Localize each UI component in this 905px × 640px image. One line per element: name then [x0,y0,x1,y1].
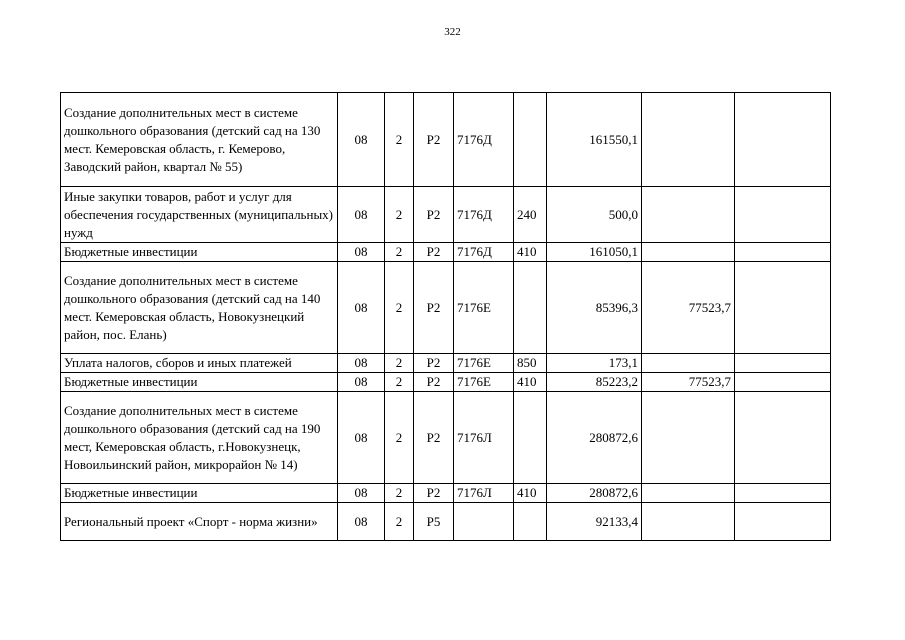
row-code: 7176Л [454,392,514,484]
row-subsection: 2 [385,93,414,187]
row-name: Иные закупки товаров, работ и услуг для обеспечения государственных (муниципальных) нужд [61,187,338,243]
budget-table [60,92,831,541]
row-expense-type [514,392,547,484]
row-subsection: 2 [385,392,414,484]
row-subsection: 2 [385,262,414,354]
row-sum-2 [642,243,735,262]
row-sum-1: 85223,2 [547,373,642,392]
row-section: 08 [338,373,385,392]
row-name: Создание дополнительных мест в системе дошкольного образования (детский сад на 140 мест. Кемеровская область, Новокузнецкий район, пос. Елань) [61,262,338,354]
row-project: Р2 [414,93,454,187]
row-sum-1: 92133,4 [547,503,642,541]
row-code: 7176Е [454,262,514,354]
row-sum-2 [642,354,735,373]
row-name: Уплата налогов, сборов и иных платежей [61,354,338,373]
row-project: Р5 [414,503,454,541]
row-code [454,503,514,541]
row-code: 7176Д [454,187,514,243]
row-expense-type: 410 [514,243,547,262]
row-subsection: 2 [385,503,414,541]
table-row [61,93,831,187]
row-sum-3 [735,392,831,484]
row-sum-1: 500,0 [547,187,642,243]
row-expense-type [514,262,547,354]
row-subsection: 2 [385,354,414,373]
row-sum-3 [735,503,831,541]
table-row [61,503,831,541]
table-row [61,262,831,354]
row-sum-1: 280872,6 [547,392,642,484]
row-sum-2 [642,187,735,243]
row-sum-1: 280872,6 [547,484,642,503]
page-number: 322 [444,26,461,38]
table-row [61,484,831,503]
table-row [61,187,831,243]
row-section: 08 [338,262,385,354]
row-sum-1: 173,1 [547,354,642,373]
row-sum-2 [642,484,735,503]
row-expense-type: 410 [514,484,547,503]
row-project: Р2 [414,392,454,484]
row-sum-3 [735,93,831,187]
row-project: Р2 [414,484,454,503]
row-sum-2: 77523,7 [642,373,735,392]
row-sum-2: 77523,7 [642,262,735,354]
row-name: Бюджетные инвестиции [61,484,338,503]
row-name: Бюджетные инвестиции [61,373,338,392]
row-code: 7176Е [454,373,514,392]
row-code: 7176Л [454,484,514,503]
row-expense-type: 240 [514,187,547,243]
row-section: 08 [338,503,385,541]
row-sum-1: 85396,3 [547,262,642,354]
row-name: Региональный проект «Спорт - норма жизни» [61,503,338,541]
row-section: 08 [338,354,385,373]
row-code: 7176Д [454,243,514,262]
row-expense-type: 850 [514,354,547,373]
table-row [61,392,831,484]
row-expense-type [514,503,547,541]
row-subsection: 2 [385,243,414,262]
row-sum-3 [735,373,831,392]
table-row [61,373,831,392]
row-sum-1: 161550,1 [547,93,642,187]
row-sum-3 [735,484,831,503]
row-section: 08 [338,484,385,503]
row-project: Р2 [414,187,454,243]
row-expense-type [514,93,547,187]
row-code: 7176Д [454,93,514,187]
row-project: Р2 [414,262,454,354]
row-subsection: 2 [385,187,414,243]
table-row [61,243,831,262]
row-section: 08 [338,392,385,484]
row-subsection: 2 [385,484,414,503]
row-section: 08 [338,93,385,187]
row-project: Р2 [414,243,454,262]
row-code: 7176Е [454,354,514,373]
row-project: Р2 [414,373,454,392]
row-expense-type: 410 [514,373,547,392]
row-sum-3 [735,243,831,262]
row-sum-2 [642,503,735,541]
row-sum-1: 161050,1 [547,243,642,262]
row-section: 08 [338,187,385,243]
table-row [61,354,831,373]
row-sum-3 [735,354,831,373]
row-subsection: 2 [385,373,414,392]
row-sum-2 [642,392,735,484]
row-section: 08 [338,243,385,262]
row-name: Создание дополнительных мест в системе дошкольного образования (детский сад на 130 мест. Кемеровская область, г. Кемерово, Заводский район, квартал № 55) [61,93,338,187]
row-sum-3 [735,262,831,354]
row-sum-3 [735,187,831,243]
row-sum-2 [642,93,735,187]
row-name: Бюджетные инвестиции [61,243,338,262]
row-project: Р2 [414,354,454,373]
row-name: Создание дополнительных мест в системе дошкольного образования (детский сад на 190 мест, Кемеровская область, г.Новокузнецк, Новоильинский район, микрорайон № 14) [61,392,338,484]
